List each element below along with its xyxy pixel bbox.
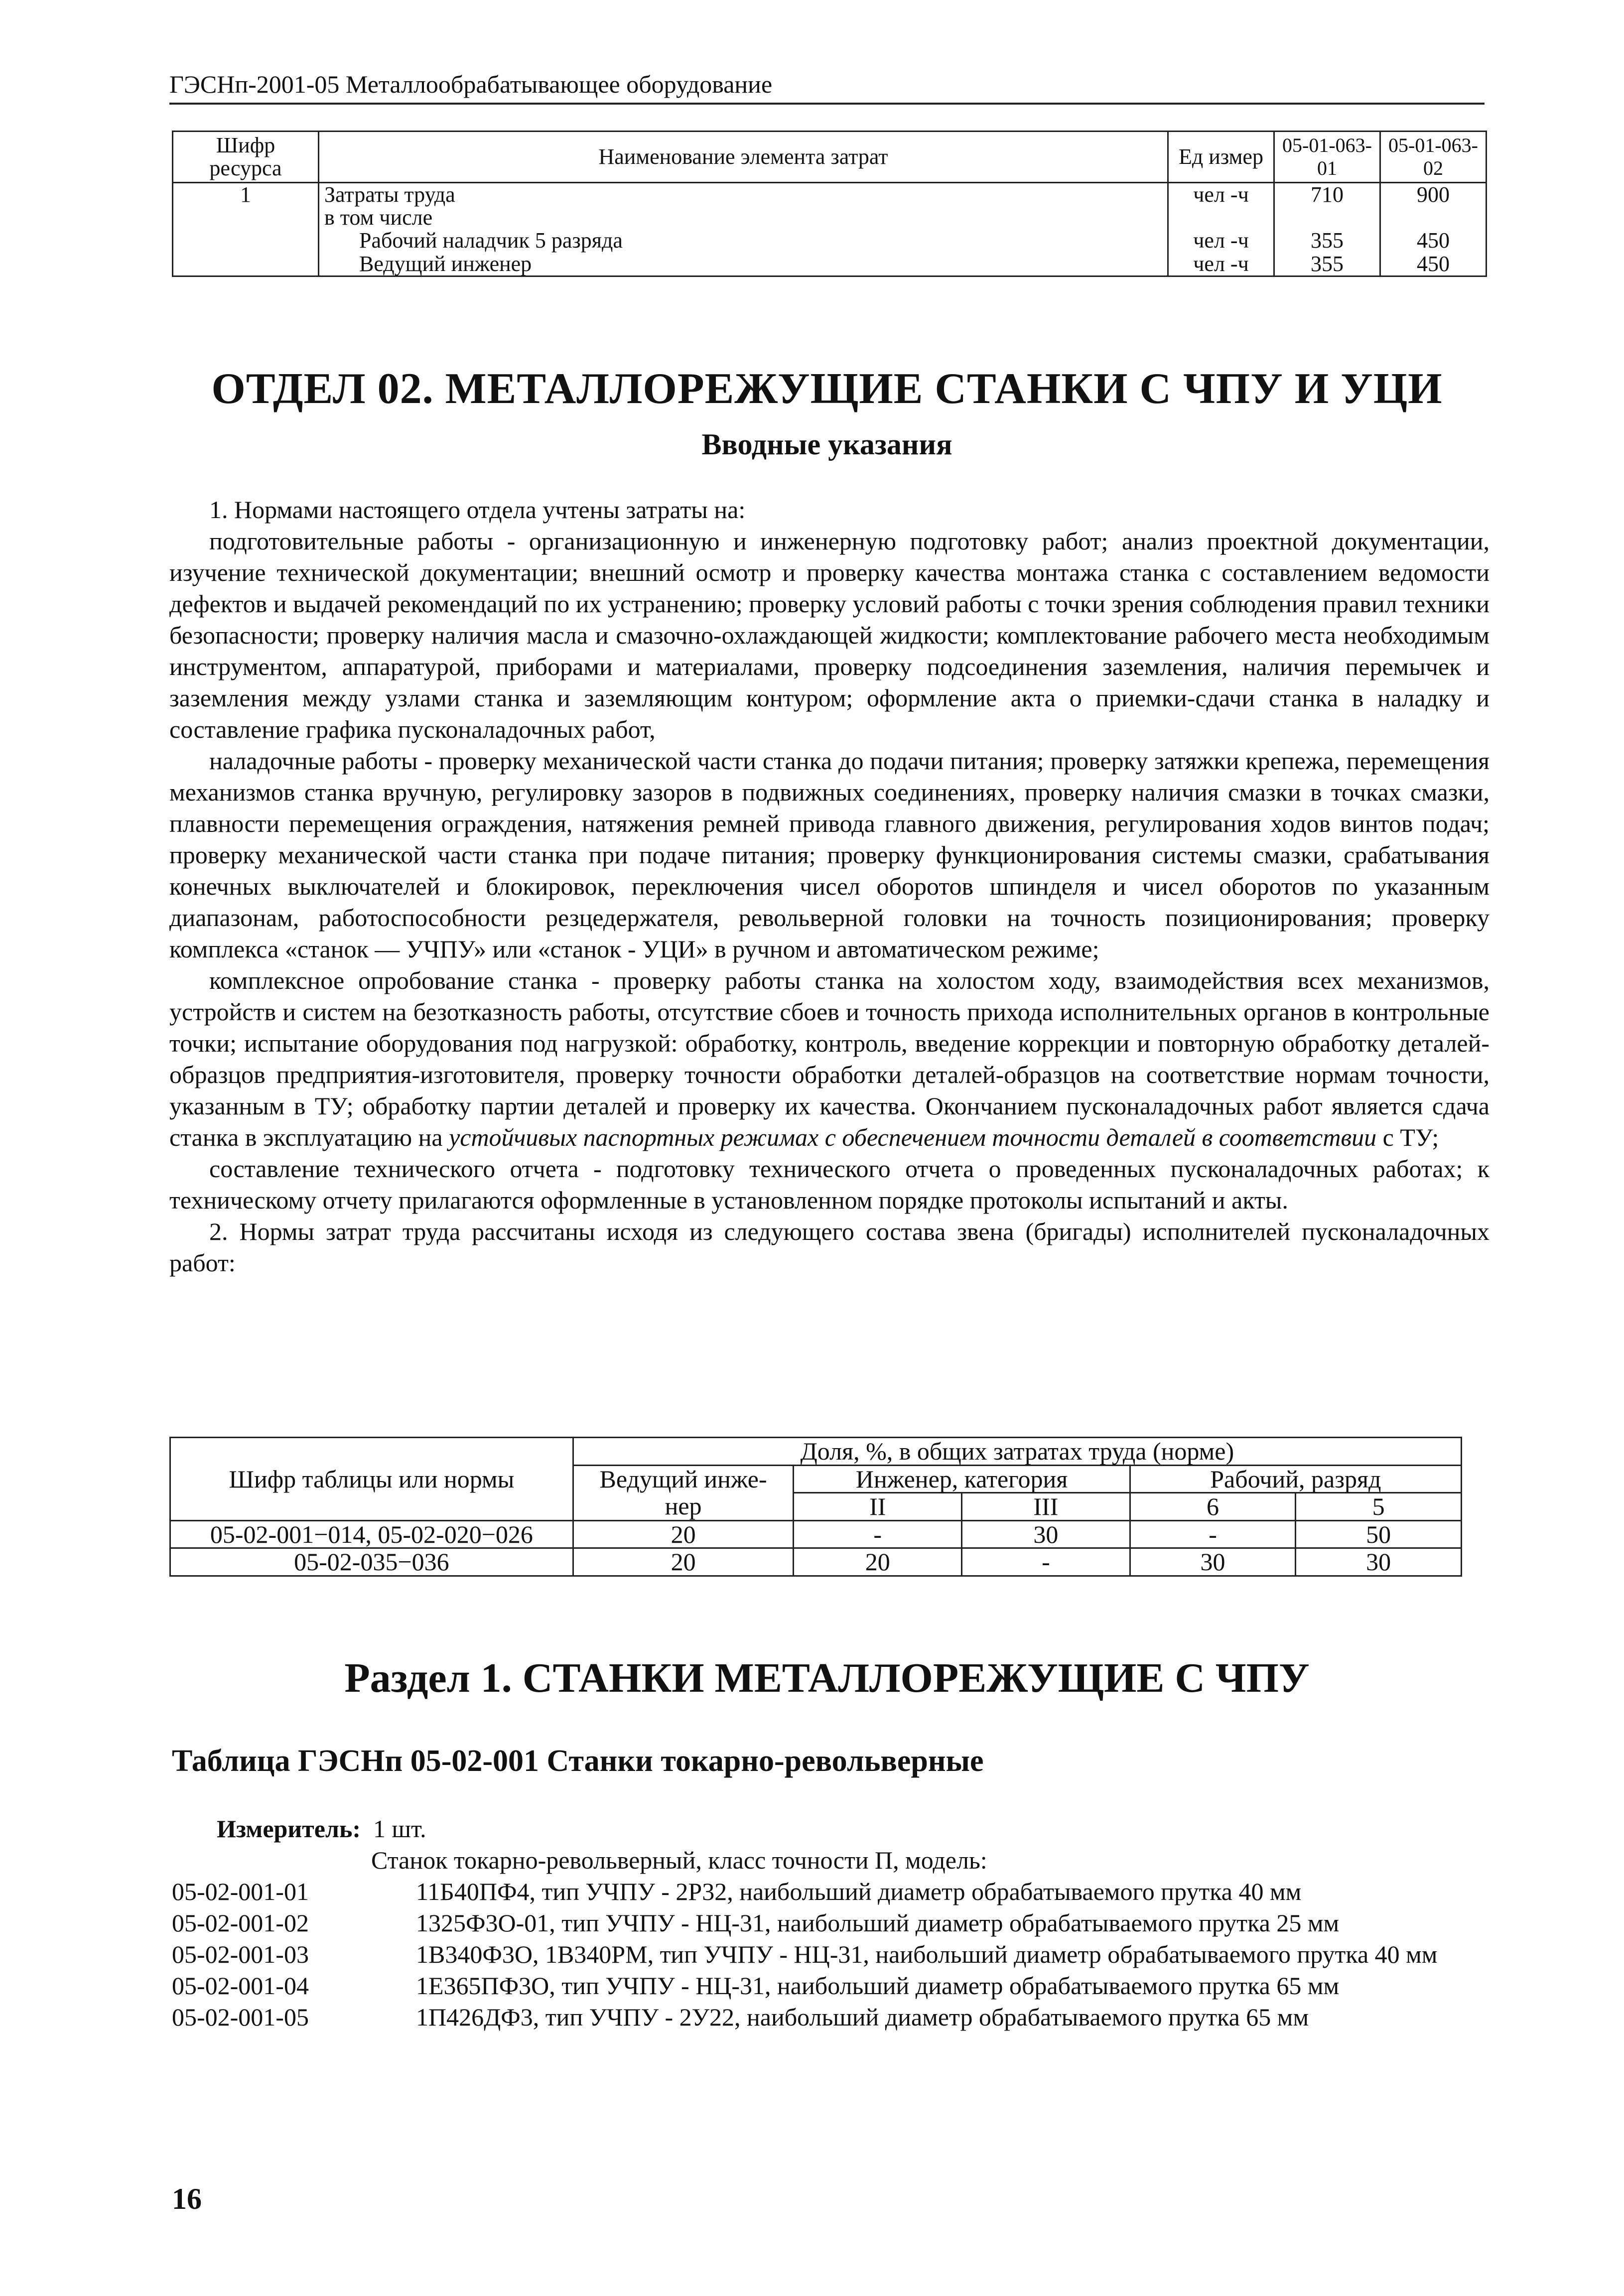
cell-code <box>173 229 319 252</box>
table-row <box>173 183 1487 207</box>
paragraph: 2. Нормы затрат труда рассчитаны исходя из следующего состава звена (бригады) исполнителей пусконаладочных работ: <box>169 1217 1489 1277</box>
table-row <box>173 253 1487 276</box>
cell-value: 20 <box>573 1520 794 1548</box>
header-cell-eng-cat: II <box>794 1493 962 1521</box>
cell-value <box>1274 206 1380 229</box>
norm-code: 05-02-001-04 <box>172 1972 309 2000</box>
section-subtitle: Вводные указания <box>701 428 952 461</box>
cell-value: 30 <box>1130 1548 1296 1576</box>
measure-value: 1 шт. <box>373 1815 426 1843</box>
header-cell-col1: 05-01-063-01 <box>1274 132 1380 183</box>
cell-unit: чел -ч <box>1168 253 1274 276</box>
norms-intro: Станок токарно-револьверный, класс точности П, модель: <box>371 1846 987 1874</box>
paragraph-text: комплексное опробование станка - проверку работы станка на холостом ходу, взаимодействия всех механизмов, устройств и систем на безотказность работы, отсутствие сбоев и точность прихода исполнительных органов в контрольные точки; испытание оборудования под нагрузкой: обработку, контроль, введение коррекции и повторную обработку деталей-образцов предприятия-изготовителя, проверку точности обработки деталей-образцов на соответствие нормам точности, указанным в ТУ; обработку партии деталей и проверку их качества. Окончанием пусконаладочных работ является сдача станка в эксплуатацию на <box>169 966 1489 1151</box>
cell-value <box>1380 206 1487 229</box>
table-row <box>170 1548 1462 1576</box>
cell-value: 710 <box>1274 183 1380 207</box>
norm-code: 05-02-001-01 <box>172 1878 309 1905</box>
list-item <box>172 1907 1492 1939</box>
list-item <box>172 1939 1492 1970</box>
cell-code: 05-02-001−014, 05-02-020−026 <box>170 1520 573 1548</box>
paragraph: составление технического отчета - подготовку технического отчета о проведенных пусконаладочных работах; к техническому отчету прилагаются оформленные в установленном порядке протоколы испытаний и акты. <box>169 1155 1489 1214</box>
norm-text: 11Б40ПФ4, тип УЧПУ - 2Р32, наибольший диаметр обрабатываемого прутка 40 мм <box>416 1878 1302 1905</box>
crew-composition-table <box>169 1437 1462 1577</box>
norm-text: 1Е365ПФ3О, тип УЧПУ - НЦ-31, наибольший диаметр обрабатываемого прутка 65 мм <box>416 1972 1340 2000</box>
cell-value: 450 <box>1380 253 1487 276</box>
cell-value: 50 <box>1296 1520 1462 1548</box>
norm-code: 05-02-001-05 <box>172 2003 309 2031</box>
section-title: ОТДЕЛ 02. МЕТАЛЛОРЕЖУЩИЕ СТАНКИ С ЧПУ И УЦИ <box>211 365 1443 413</box>
list-item <box>172 2002 1492 2033</box>
header-cell-lead-engineer: нер <box>573 1493 794 1521</box>
header-cell-name: Наименование элемента затрат <box>319 132 1168 183</box>
cell-code: 1 <box>173 183 319 207</box>
cell-name: Рабочий наладчик 5 разряда <box>319 229 1168 252</box>
paragraph <box>169 965 1489 1153</box>
part-title: Раздел 1. СТАНКИ МЕТАЛЛОРЕЖУЩИЕ С ЧПУ <box>344 1655 1310 1701</box>
cell-value: 355 <box>1274 253 1380 276</box>
header-cell-worker-grade: 6 <box>1130 1493 1296 1521</box>
paragraph-text: с ТУ; <box>1382 1123 1439 1151</box>
list-item <box>172 1876 1492 1907</box>
norm-text: 1325Ф3О-01, тип УЧПУ - НЦ-31, наибольший диаметр обрабатываемого прутка 25 мм <box>416 1909 1340 1937</box>
cell-name: Ведущий инженер <box>319 253 1168 276</box>
paragraph: наладочные работы - проверку механической части станка до подачи питания; проверку затяжки крепежа, перемещения механизмов станка вручную, регулировку зазоров в подвижных соединениях, проверку наличия смазки в точках смазки, плавности перемещения ограждения, натяжения ремней привода главного движения, регулирования ходов винтов подач; проверку механической части станка при подаче питания; проверку функционирования системы смазки, срабатывания конечных выключателей и блокировок, переключения чисел оборотов шпинделя и чисел оборотов по указанным диапазонам, работоспособности резцедержателя, револьверной головки на точность позиционирования; проверку комплекса «станок — УЧПУ» или «станок - УЦИ» в ручном и автоматическом режиме; <box>169 747 1489 963</box>
norm-text: 1П426ДФ3, тип УЧПУ - 2У22, наибольший диаметр обрабатываемого прутка 65 мм <box>416 2003 1309 2031</box>
header-cell-eng-cat: III <box>962 1493 1130 1521</box>
norm-code: 05-02-001-02 <box>172 1909 309 1937</box>
table-row <box>173 206 1487 229</box>
header-cell-lead-engineer: Ведущий инже- <box>573 1465 794 1493</box>
header-cell-unit: Ед измер <box>1168 132 1274 183</box>
intro-text <box>169 494 1489 1279</box>
header-cell-code: Шифр ресурса <box>173 132 319 183</box>
cell-value: 450 <box>1380 229 1487 252</box>
norm-text: 1В340Ф3О, 1В340РМ, тип УЧПУ - НЦ-31, наибольший диаметр обрабатываемого прутка 40 мм <box>416 1940 1438 1968</box>
cell-value: 900 <box>1380 183 1487 207</box>
header-cell-worker: Рабочий, разряд <box>1130 1465 1461 1493</box>
cell-value: 355 <box>1274 229 1380 252</box>
table-row <box>170 1520 1462 1548</box>
cell-name: в том числе <box>319 206 1168 229</box>
cell-unit <box>1168 206 1274 229</box>
cell-code: 05-02-035−036 <box>170 1548 573 1576</box>
norms-list <box>172 1813 1492 2033</box>
cell-value: - <box>1130 1520 1296 1548</box>
table-row <box>173 229 1487 252</box>
labor-cost-table <box>172 131 1487 277</box>
norm-code: 05-02-001-03 <box>172 1940 309 1968</box>
header-cell-group: Доля, %, в общих затратах труда (норме) <box>573 1438 1461 1466</box>
cell-value: - <box>794 1520 962 1548</box>
cell-value: 30 <box>1296 1548 1462 1576</box>
paragraph: 1. Нормами настоящего отдела учтены затраты на: <box>209 496 746 524</box>
list-item <box>172 1970 1492 2002</box>
cell-code <box>173 253 319 276</box>
cell-code <box>173 206 319 229</box>
cell-unit: чел -ч <box>1168 183 1274 207</box>
page-number: 16 <box>172 2182 202 2215</box>
running-header: ГЭСНп-2001-05 Металлообрабатывающее оборудование <box>169 70 1485 105</box>
paragraph: подготовительные работы - организационную и инженерную подготовку работ; анализ проектной документации, изучение технической документации; внешний осмотр и проверку качества монтажа станка с составлением ведомости дефектов и выдачей рекомендаций по их устранению; проверку условий работы с точки зрения соблюдения правил техники безопасности; проверку наличия масла и смазочно-охлаждающей жидкости; комплектование рабочего места необходимым инструментом, аппаратурой, приборами и материалами, проверку подсоединения заземления, наличия перемычек и заземления между узлами станка и заземляющим контуром; оформление акта о приемки-сдачи станка в наладку и составление графика пусконаладочных работ, <box>169 527 1489 743</box>
cell-value: 20 <box>573 1548 794 1576</box>
cell-value: - <box>962 1548 1130 1576</box>
cell-name: Затраты труда <box>319 183 1168 207</box>
measure-label: Измеритель: <box>217 1815 361 1843</box>
measure-row <box>172 1813 1492 1845</box>
paragraph-italic-text: устойчивых паспортных режимах с обеспечением точности деталей в соответствии <box>449 1123 1377 1151</box>
header-cell-engineer: Инженер, категория <box>794 1465 1130 1493</box>
header-cell-col2: 05-01-063-02 <box>1380 132 1487 183</box>
table-title: Таблица ГЭСНп 05-02-001 Станки токарно-револьверные <box>172 1744 984 1778</box>
table-header-row <box>173 132 1487 183</box>
cell-unit: чел -ч <box>1168 229 1274 252</box>
table-header-row <box>170 1438 1462 1466</box>
cell-value: 20 <box>794 1548 962 1576</box>
header-cell-worker-grade: 5 <box>1296 1493 1462 1521</box>
header-cell-code: Шифр таблицы или нормы <box>170 1438 573 1521</box>
cell-value: 30 <box>962 1520 1130 1548</box>
